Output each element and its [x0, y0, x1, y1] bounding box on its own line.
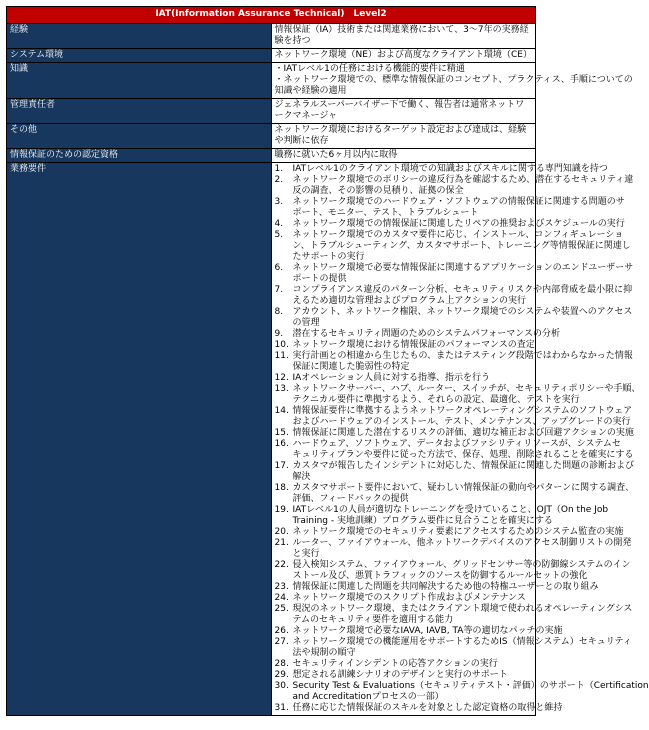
duty-item	[274, 307, 633, 329]
duty-line: ポートの提供	[292, 274, 347, 284]
duty-number: 5.	[274, 230, 284, 240]
requirements-table	[6, 6, 649, 716]
duty-line: ハードウェア、ソフトウェア、データおよびファシリティリソースが、システムセ	[292, 439, 621, 449]
duty-line: カスタマが報告したインシデントに対応した、情報保証に関連した問題の診断および	[292, 461, 635, 471]
duty-number: 16.	[274, 439, 289, 449]
duty-line: と実行	[292, 549, 320, 559]
duty-text	[293, 538, 632, 560]
duty-line: テムのセキュリティ要件を適用する能力	[292, 615, 454, 625]
duty-text	[293, 428, 634, 439]
duty-number: 15.	[274, 428, 289, 438]
duty-number: 24.	[274, 593, 289, 603]
duties-cell	[271, 163, 649, 716]
row-value: ジェネラルスーパーバイザー下で働く、報告者は通常ネットワークマネージャ	[271, 99, 536, 124]
row-label: システム環境	[7, 49, 272, 63]
duty-item	[274, 560, 631, 582]
duty-text	[293, 439, 634, 461]
duty-number: 2.	[274, 175, 284, 185]
duty-item	[274, 527, 624, 538]
duty-text	[293, 197, 625, 219]
duty-text	[293, 604, 633, 626]
knowledge-line: ・IATレベル1の任務における機能的要件に精通	[274, 64, 465, 74]
duty-text	[293, 560, 631, 582]
table-row	[7, 124, 536, 149]
duty-line: 評価、フィードバックの提供	[292, 494, 409, 504]
duty-item	[274, 175, 634, 197]
duty-text	[293, 406, 633, 428]
duty-line: ネットワーク環境での情報保証に関連したリペアの推奨およびスケジュールの実行	[292, 219, 625, 229]
duty-item	[274, 263, 634, 285]
duty-text	[293, 659, 533, 670]
table-row	[7, 24, 536, 49]
duty-line: 実行計画との相違から生じたもの、またはテスティング段階ではわからなかった情報	[292, 351, 633, 361]
duty-line: 任務に応じた情報保証のスキルを対象とした認定資格の取得と維持	[292, 703, 563, 713]
duty-text	[293, 373, 533, 384]
duty-number: 11.	[274, 351, 289, 361]
row-value: 職務に就いた6ヶ月以内に取得	[271, 149, 536, 163]
duty-number: 8.	[274, 307, 284, 317]
row-label: 経験	[7, 24, 272, 49]
duty-item	[275, 373, 533, 384]
knowledge-line: ・ネットワーク環境での、標準な情報保証のコンセプト、プラクティス、手順についての	[274, 75, 633, 85]
duty-item	[274, 384, 641, 406]
duty-line: 情報保証要件に準拠するようネットワークオペレーティングシステムのソフトウェア	[292, 406, 633, 416]
duty-text	[293, 230, 631, 263]
duty-line: ルーター、ファイアウォール、他ネットワークデバイスのアクセス制御リストの開発	[292, 538, 632, 548]
duty-line: ネットワークサーバー、ハブ、ルーター、スイッチが、セキュリティポリシーや手順、	[292, 384, 641, 394]
duty-item	[274, 329, 560, 340]
duty-line: 保証に関連した脆弱性の特定	[292, 362, 410, 372]
duty-line: ポート、モニター、テスト、トラブルシュート	[292, 208, 479, 218]
duty-line: ネットワーク環境でのハードウェア・ソフトウェアの情報保証に関連する問題のサ	[292, 197, 625, 207]
row-label: 情報保証のための認定資格	[7, 149, 272, 163]
duty-line: たサポートの実行	[292, 252, 365, 262]
duty-line: 法や規制の順守	[292, 648, 356, 658]
duty-item	[274, 483, 635, 505]
duty-item	[275, 659, 533, 670]
duty-text	[293, 483, 635, 505]
duty-text	[293, 637, 632, 659]
duty-number: 28.	[274, 659, 289, 669]
duty-number: 3.	[274, 197, 284, 207]
duty-number: 30.	[274, 681, 289, 691]
table-row	[7, 49, 536, 63]
duty-item	[274, 703, 563, 714]
duty-number: 25.	[274, 604, 289, 614]
row-value: 情報保証（IA）技術または関連業務において、3〜7年の実務経験を持つ	[271, 24, 536, 49]
duty-line: コンプライアンス違反のパターン分析、セキュリティリスクや内部脅威を最小限に抑	[292, 285, 633, 295]
duty-line: ストール及び、悪質トラフィックのソースを防御するルールセットの強化	[292, 571, 588, 581]
duty-text	[293, 175, 634, 197]
duty-item	[274, 164, 608, 175]
duty-line: ン、トラブルシューティング、カスタマサポート、トレーニング等情報保証に関連し	[292, 241, 631, 251]
duty-number: 13.	[274, 384, 289, 394]
duty-item	[274, 538, 632, 560]
row-label: その他	[7, 124, 272, 149]
duty-line: およびハードウェアのインストール、テスト、メンテナンス、アップグレードの実行	[292, 417, 631, 427]
duty-item	[274, 439, 634, 461]
duty-line: キュリティプランや要件に従った方法で、保存、処理、削除されることを確実にする	[292, 450, 634, 460]
row-label: 管理責任者	[7, 99, 272, 124]
duty-line: アカウント、ネットワーク権限、ネットワーク環境でのシステムや装置へのアクセス	[292, 307, 633, 317]
duty-text	[293, 263, 634, 285]
duty-text	[293, 329, 560, 340]
duty-line: ネットワーク環境で必要な情報保証に関連するアプリケーションのエンドユーザーサ	[292, 263, 634, 273]
duty-line: 侵入検知システム、ファイアウォール、グリッドセンサー等の防御線システムのイン	[292, 560, 631, 570]
table-row	[7, 63, 536, 99]
duty-number: 9.	[274, 329, 284, 339]
duty-item	[274, 626, 563, 637]
duty-line: えるため適切な管理およびプログラム上アクションの実行	[292, 296, 526, 306]
row-label: 業務要件	[7, 163, 272, 716]
duty-text	[293, 527, 624, 538]
duty-item	[274, 637, 632, 659]
duty-text	[293, 670, 533, 681]
duty-number: 10.	[274, 340, 289, 350]
knowledge-line: 知識や経験の適用	[274, 86, 347, 96]
duty-line: ネットワーク環境でのセキュリティ要素にアクセスするためのシステム監査の実施	[292, 527, 624, 537]
duty-item	[275, 340, 533, 351]
duty-line: ネットワーク環境でのポリシーの違反行為を確認するため、潜在するセキュリティ違	[292, 175, 634, 185]
table-row	[7, 149, 536, 163]
duty-number: 18.	[274, 483, 289, 493]
duty-number: 6.	[274, 263, 284, 273]
table-header-row	[7, 7, 536, 24]
duty-line: IATレベル1の人員が適切なトレーニングを受けていること、OJT（On the Job	[292, 505, 609, 515]
table-row	[7, 99, 536, 124]
duty-list	[274, 164, 649, 714]
duty-number: 27.	[274, 637, 289, 647]
duty-line: 想定される訓練シナリオのデザインと実行のサポート	[292, 670, 508, 680]
duty-text	[293, 351, 633, 373]
duty-line: IAオペレーション人員に対する指導、指示を行う	[292, 373, 490, 383]
duty-line: 潜在するセキュリティ問題のためのシステムパフォーマンスの分析	[292, 329, 560, 339]
requirements-table-container	[6, 6, 649, 716]
duty-line: and Accreditationプロセスの一部）	[292, 692, 444, 702]
duty-number: 7.	[274, 285, 284, 295]
duty-line: の管理	[292, 318, 320, 328]
duty-number: 31.	[274, 703, 289, 713]
duty-item	[274, 461, 635, 483]
duty-item	[274, 230, 631, 263]
duty-line: テクニカル要件に準拠するよう、それらの設定、最適化、テストを実行	[292, 395, 580, 405]
duty-number: 29.	[274, 670, 289, 680]
table-title: IAT(Information Assurance Technical) Level2	[7, 7, 536, 24]
duty-text	[293, 461, 635, 483]
duty-number: 22.	[274, 560, 289, 570]
duty-item	[274, 505, 609, 527]
duty-number: 4.	[274, 219, 284, 229]
duty-item	[274, 681, 649, 703]
duty-number: 23.	[274, 582, 289, 592]
duty-line: 情報保証に関連した問題を共同解決するため他の特権ユーザーとの取り組み	[292, 582, 599, 592]
row-label: 知識	[7, 63, 272, 99]
duty-line: 情報保証に関連した潜在するリスクの評価、適切な補正および回避アクションの実施	[292, 428, 634, 438]
duty-item	[274, 285, 633, 307]
duty-text	[293, 582, 599, 593]
duty-number: 21.	[274, 538, 289, 548]
duty-text	[293, 164, 608, 175]
duty-text	[293, 703, 563, 714]
duty-line: IATレベル1のクライアント環境での知識およびスキルに関する専門知識を持つ	[292, 164, 608, 174]
duty-number: 26.	[274, 626, 289, 636]
duty-line: ネットワーク環境における情報保証のパフォーマンスの査定	[292, 340, 535, 350]
duty-line: ネットワーク環境での機能運用をサポートするためIS（情報システム）セキュリティ	[292, 637, 632, 647]
row-value: ネットワーク環境におけるターゲット設定および達成は、経験や判断に依存	[271, 124, 536, 149]
duty-line: カスタマサポート要件において、疑わしい情報保証の動向やパターンに関する調査、	[292, 483, 635, 493]
duty-line: ネットワーク環境でのスクリプト作成およびメンテナンス	[292, 593, 526, 603]
duty-line: Security Test & Evaluations（セキュリティテスト・評価）のサポート（Certification	[292, 681, 649, 691]
duty-number: 20.	[274, 527, 289, 537]
duty-line: 解決	[292, 472, 311, 482]
duty-item	[274, 351, 633, 373]
duty-text	[293, 681, 649, 703]
duty-text	[293, 219, 625, 230]
duty-item	[275, 593, 533, 604]
duty-text	[293, 626, 563, 637]
row-value: ネットワーク環境（NE）および高度なクライアント環境（CE）	[271, 49, 536, 63]
table-row	[7, 163, 536, 716]
duty-number: 17.	[274, 461, 289, 471]
duty-number: 19.	[274, 505, 289, 515]
duty-text	[293, 593, 533, 604]
duty-item	[274, 604, 633, 626]
duty-line: 反の調査、その影響の見積り、証拠の保全	[292, 186, 464, 196]
duty-item	[274, 197, 625, 219]
duty-line: ネットワーク環境で必要なIAVA, IAVB, TA等の適切なパッチの実施	[292, 626, 563, 636]
duty-text	[293, 285, 633, 307]
duty-number: 1.	[274, 164, 284, 174]
duty-item	[275, 670, 533, 681]
duty-text	[293, 384, 641, 406]
duty-text	[293, 307, 633, 329]
duty-text	[293, 505, 609, 527]
duty-item	[274, 582, 599, 593]
duty-item	[274, 428, 634, 439]
duty-line: セキュリティインシデントの応答アクションの実行	[292, 659, 498, 669]
duty-item	[274, 406, 633, 428]
duty-line: Training - 実地訓練）プログラム要件に見合うことを確実にする	[292, 516, 553, 526]
duty-item	[274, 219, 625, 230]
duty-line: 現況のネットワーク環境、またはクライアント環境で使われるオペレーティングシス	[292, 604, 633, 614]
duty-number: 12.	[274, 373, 289, 383]
duty-number: 14.	[274, 406, 289, 416]
duty-text	[293, 340, 535, 351]
duty-line: ネットワーク環境でのカスタマ要件に応じ、インストール、コンフィギュレーショ	[292, 230, 624, 240]
row-value	[271, 63, 633, 99]
